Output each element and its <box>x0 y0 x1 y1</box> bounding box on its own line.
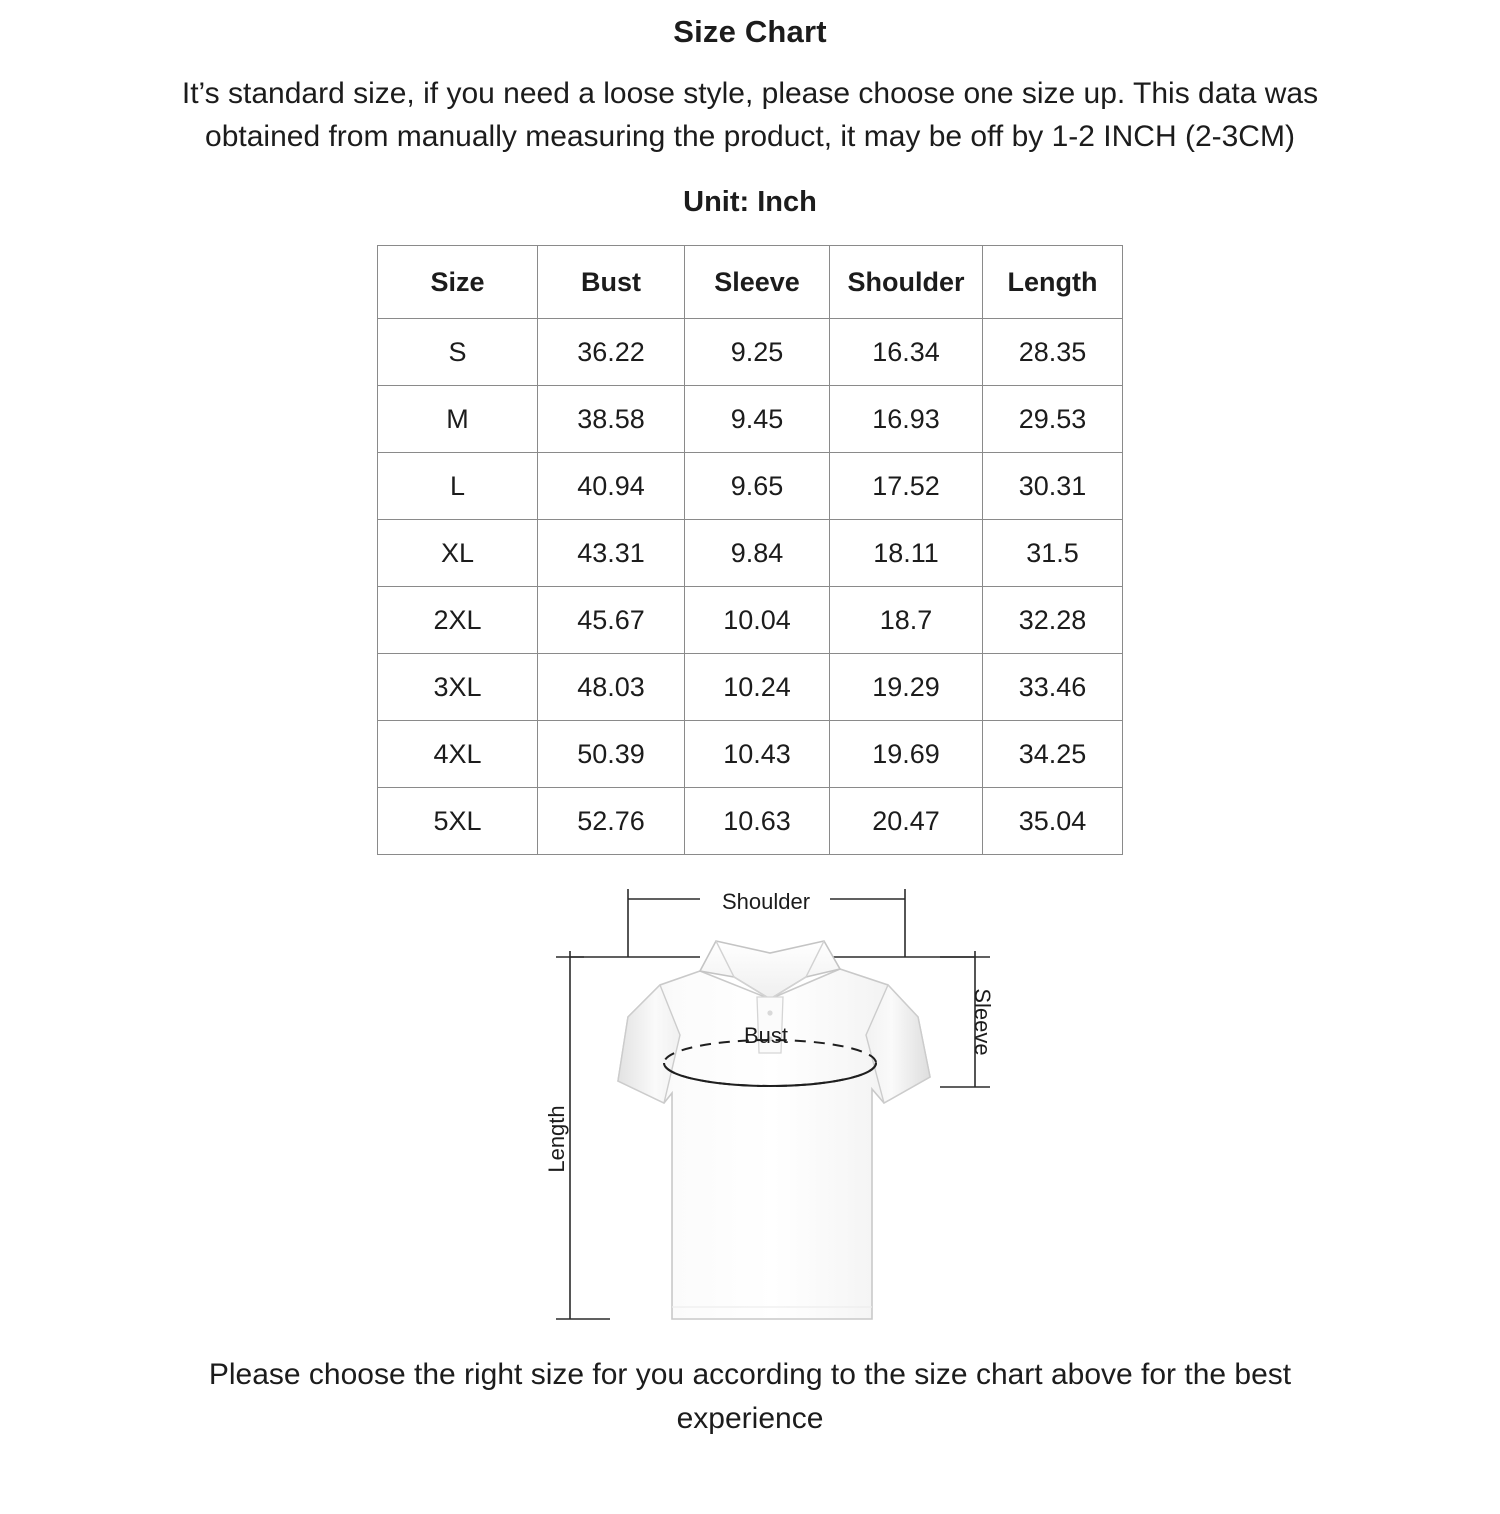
cell-size: S <box>378 319 538 386</box>
cell-size: 3XL <box>378 654 538 721</box>
length-label: Length <box>544 1105 569 1173</box>
cell-bust: 43.31 <box>538 520 685 587</box>
cell-shoulder: 16.34 <box>830 319 983 386</box>
table-row <box>378 654 1123 721</box>
table-row <box>378 453 1123 520</box>
cell-bust: 52.76 <box>538 788 685 855</box>
cell-length: 28.35 <box>983 319 1123 386</box>
size-table-container <box>0 245 1500 855</box>
column-header-sleeve: Sleeve <box>685 246 830 319</box>
cell-shoulder: 16.93 <box>830 386 983 453</box>
cell-size: L <box>378 453 538 520</box>
cell-sleeve: 9.25 <box>685 319 830 386</box>
cell-bust: 50.39 <box>538 721 685 788</box>
cell-size: 5XL <box>378 788 538 855</box>
cell-sleeve: 9.45 <box>685 386 830 453</box>
table-header-row <box>378 246 1123 319</box>
table-row <box>378 386 1123 453</box>
cell-bust: 48.03 <box>538 654 685 721</box>
size-table <box>377 245 1123 855</box>
cell-size: 2XL <box>378 587 538 654</box>
cell-length: 32.28 <box>983 587 1123 654</box>
cell-length: 35.04 <box>983 788 1123 855</box>
cell-bust: 40.94 <box>538 453 685 520</box>
sleeve-label: Sleeve <box>970 988 995 1056</box>
polo-shirt-diagram-svg <box>0 867 1500 1347</box>
cell-size: XL <box>378 520 538 587</box>
cell-shoulder: 20.47 <box>830 788 983 855</box>
shirt-body <box>618 941 930 1319</box>
measurement-diagram <box>0 867 1500 1347</box>
column-header-bust: Bust <box>538 246 685 319</box>
column-header-size: Size <box>378 246 538 319</box>
cell-bust: 45.67 <box>538 587 685 654</box>
column-header-shoulder: Shoulder <box>830 246 983 319</box>
cell-shoulder: 18.7 <box>830 587 983 654</box>
table-row <box>378 721 1123 788</box>
cell-bust: 38.58 <box>538 386 685 453</box>
cell-size: 4XL <box>378 721 538 788</box>
cell-length: 31.5 <box>983 520 1123 587</box>
cell-shoulder: 17.52 <box>830 453 983 520</box>
cell-shoulder: 18.11 <box>830 520 983 587</box>
unit-label: Unit: Inch <box>683 186 817 218</box>
size-chart-page <box>0 14 1500 1514</box>
cell-sleeve: 10.24 <box>685 654 830 721</box>
cell-length: 29.53 <box>983 386 1123 453</box>
shoulder-label: Shoulder <box>721 889 811 914</box>
cell-sleeve: 9.84 <box>685 520 830 587</box>
column-header-length: Length <box>983 246 1123 319</box>
table-row <box>378 319 1123 386</box>
cell-bust: 36.22 <box>538 319 685 386</box>
table-row <box>378 587 1123 654</box>
footer-note: Please choose the right size for you according to the size chart above for the best experience <box>208 1358 1292 1435</box>
cell-sleeve: 10.04 <box>685 587 830 654</box>
cell-length: 34.25 <box>983 721 1123 788</box>
cell-length: 33.46 <box>983 654 1123 721</box>
intro-text: It’s standard size, if you need a loose style, please choose one size up. This data was obtained from manually measuring the product, it may be off by 1-2 INCH (2-3CM) <box>181 77 1319 153</box>
table-row <box>378 788 1123 855</box>
cell-sleeve: 10.63 <box>685 788 830 855</box>
table-row <box>378 520 1123 587</box>
bust-label: Bust <box>743 1023 789 1048</box>
cell-shoulder: 19.29 <box>830 654 983 721</box>
cell-sleeve: 9.65 <box>685 453 830 520</box>
cell-sleeve: 10.43 <box>685 721 830 788</box>
cell-size: M <box>378 386 538 453</box>
page-title: Size Chart <box>673 14 827 49</box>
cell-shoulder: 19.69 <box>830 721 983 788</box>
cell-length: 30.31 <box>983 453 1123 520</box>
